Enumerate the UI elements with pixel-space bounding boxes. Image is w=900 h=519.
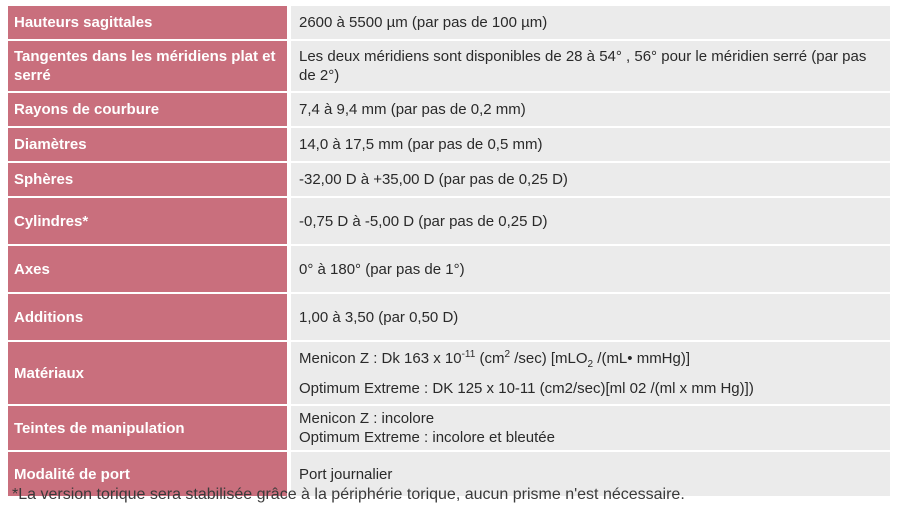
material-line-menicon: Menicon Z : Dk 163 x $10^{-11}$ ($cm^2$ /sec) [mLO$_2$ /(mL• mmHg)] — [299, 348, 691, 370]
row-label: Cylindres* — [8, 198, 291, 244]
table-row — [8, 41, 890, 93]
row-value — [291, 406, 890, 450]
tint-line-menicon: Menicon Z : incolore — [299, 410, 435, 427]
tint-line-optimum: Optimum Extreme : incolore et bleutée — [299, 429, 555, 446]
row-value: -0,75 D à -5,00 D (par pas de 0,25 D) — [291, 198, 890, 244]
row-label: Rayons de courbure — [8, 93, 291, 126]
row-value: 1,00 à 3,50 (par 0,50 D) — [291, 294, 890, 340]
table-row — [8, 163, 890, 198]
row-label: Hauteurs sagittales — [8, 6, 291, 39]
table-row — [8, 342, 890, 406]
row-value: 0° à 180° (par pas de 1°) — [291, 246, 890, 292]
row-value: 2600 à 5500 µm (par pas de 100 µm) — [291, 6, 890, 39]
row-value — [291, 342, 890, 404]
row-value: 7,4 à 9,4 mm (par pas de 0,2 mm) — [291, 93, 890, 126]
table-row — [8, 6, 890, 41]
row-value: 14,0 à 17,5 mm (par pas de 0,5 mm) — [291, 128, 890, 161]
row-label: Modalité de port — [8, 452, 291, 496]
row-label: Axes — [8, 246, 291, 292]
row-label: Sphères — [8, 163, 291, 196]
row-value: Port journalier — [291, 452, 890, 496]
table-row — [8, 294, 890, 342]
table-row — [8, 246, 890, 294]
row-label: Tangentes dans les méridiens plat et serré — [8, 41, 291, 91]
specs-table — [8, 6, 890, 498]
row-label: Teintes de manipulation — [8, 406, 291, 450]
footnote: *La version torique sera stabilisée grâce à la périphérie torique, aucun prisme n'est nécessaire. — [12, 486, 685, 503]
table-row — [8, 128, 890, 163]
row-label: Additions — [8, 294, 291, 340]
row-value: -32,00 D à +35,00 D (par pas de 0,25 D) — [291, 163, 890, 196]
table-row — [8, 406, 890, 452]
row-label: Matériaux — [8, 342, 291, 404]
row-label: Diamètres — [8, 128, 291, 161]
row-value: Les deux méridiens sont disponibles de 28 à 54° , 56° pour le méridien serré (par pas de 2°) — [291, 41, 890, 91]
material-line-optimum: Optimum Extreme : DK 125 x 10-11 (cm2/sec)[ml 02 /(ml x mm Hg)]) — [299, 379, 754, 397]
table-row — [8, 198, 890, 246]
table-row — [8, 93, 890, 128]
